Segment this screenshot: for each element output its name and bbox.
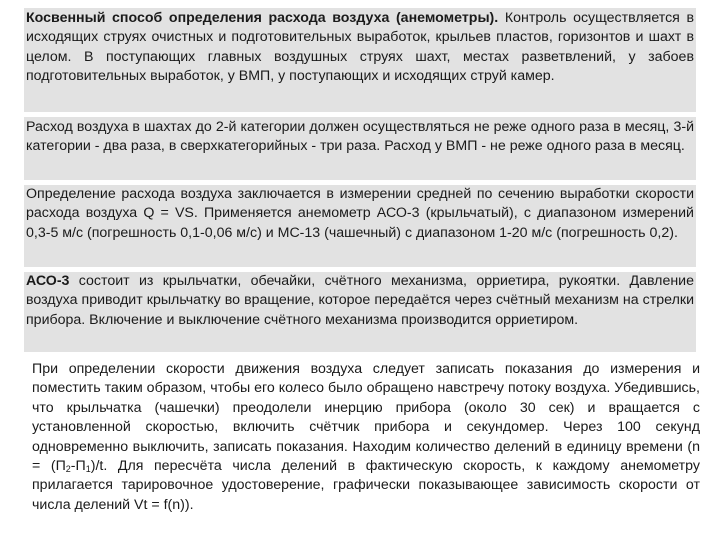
paragraph-text: Расход воздуха в шахтах до 2-й категории должен осуществляться не реже одного раза в месяц, 3-й категории - два раза, в сверхкатегорийных - три раза. Расход у ВМП - не реже одного раза в месяц. xyxy=(26,119,694,155)
paragraph-term: АСО-3 xyxy=(26,273,70,289)
paragraph-aso3-description xyxy=(24,272,696,352)
paragraph-text-part-a: При определении скорости движения воздуха следует записать показания до измерения и поместить таким образом, чтобы его колесо было обращено навстречу потоку воздуха. Убедившись, что крыльчатка (чашечки) преодолели инерцию прибора (около 30 сек) и вращается с установленной скоростью, включить счётчик прибора и секундомер. Через 100 секунд одновременно выключить, записать показания. Находим количество делений в единицу времени (n = (П xyxy=(32,361,700,475)
paragraph-measurement-procedure xyxy=(30,360,702,520)
paragraph-text-part-c: )/t. Для пересчёта числа делений в фактическую скорость, к каждому анемометру прилагается тарировочное удостоверение, графически показывающее зависимость скорости от числа делений Vt = f(n)). xyxy=(32,458,700,513)
paragraph-flow-determination xyxy=(24,185,696,267)
paragraph-text: Контроль осуществляется в исходящих струях очистных и подготовительных выработок, крыльев пластов, горизонтов и шахт в целом. В поступающих главных воздушных струях шахт, местах разветвлений, у забоев подготовительных выработок, у ВМП, у поступающих и исходящих струй камер. xyxy=(26,10,694,85)
paragraph-title: Косвенный способ определения расхода воздуха (анемометры). xyxy=(26,10,499,26)
subscript-1: 1 xyxy=(85,464,91,475)
paragraph-indirect-method xyxy=(24,8,696,112)
subscript-2: 2 xyxy=(65,464,71,475)
paragraph-text: состоит из крыльчатки, обечайки, счётного механизма, орриетира, рукоятки. Давление воздуха приводит крыльчатку во вращение, которое передаётся через счётный механизм на стрелки прибора. Включение и выключение счётного механизма производится орриетиром. xyxy=(26,273,694,328)
paragraph-text: Определение расхода воздуха заключается в измерении средней по сечению выработки скорости расхода воздуха Q = VS. Применяется анемометр АСО-3 (крыльчатый), с диапазоном измерений 0,3-5 м/с (погрешность 0,1-0,06 м/с) и МС-13 (чашечный) с диапазоном 1-20 м/с (погрешность 0,2). xyxy=(26,186,694,241)
paragraph-text-part-b: -П xyxy=(70,458,86,475)
paragraph-measurement-frequency xyxy=(24,117,696,180)
